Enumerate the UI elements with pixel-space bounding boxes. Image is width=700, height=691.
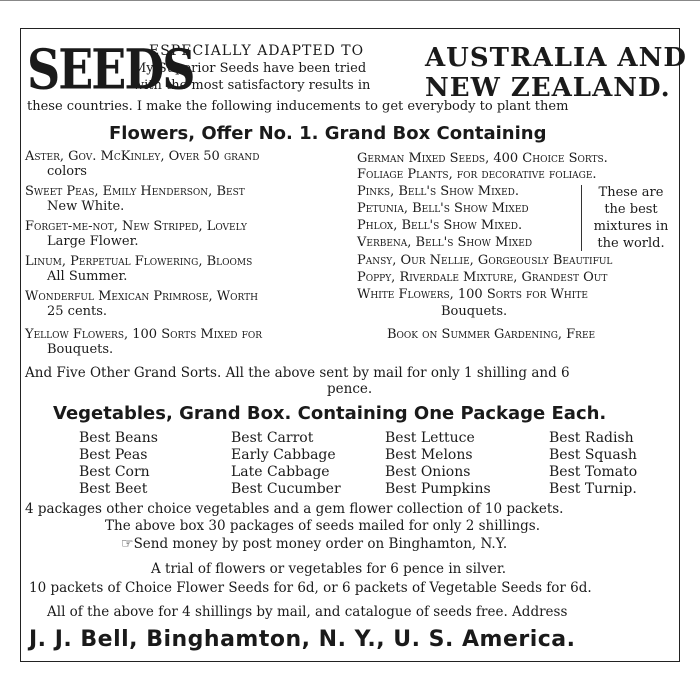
advertisement: [20, 28, 687, 662]
region-australia: AUSTRALIA AND: [425, 43, 687, 73]
flower-item: German Mixed Seeds, 400 Choice Sorts.: [357, 151, 608, 166]
money-order-note: [121, 536, 507, 552]
flower-item-text: Sweet Peas, Emily Henderson, Best: [25, 184, 245, 199]
money-order-text: Send money by post money order on Binghamton, N.Y.: [133, 536, 508, 552]
flower-item: [25, 219, 247, 249]
flowers-footer: And Five Other Grand Sorts. All the above sent by mail for only 1 shilling and 6: [25, 365, 570, 381]
headline-line4: these countries. I make the following inducements to get everybody to plant them: [27, 99, 569, 114]
flower-item-text: Linum, Perpetual Flowering, Blooms: [25, 254, 253, 269]
vegetable-item: Best Turnip.: [549, 481, 637, 497]
bracket-note-line: These are: [598, 185, 664, 200]
seller-address: J. J. Bell, Binghamton, N. Y., U. S. America.: [29, 627, 576, 652]
flowers-heading: Flowers, Offer No. 1. Grand Box Containing: [109, 123, 547, 144]
vegetable-column: [385, 430, 491, 498]
flower-item: Poppy, Riverdale Mixture, Grandest Out: [357, 270, 608, 285]
headline-line2: My Superior Seeds have been tried: [133, 61, 367, 76]
vegetable-item: Best Radish: [549, 430, 634, 446]
vegetables-note: 4 packages other choice vegetables and a gem flower collection of 10 packets.: [25, 501, 564, 517]
flower-item: Pansy, Our Nellie, Gorgeously Beautiful: [357, 253, 613, 268]
pointing-hand-icon: ☞: [121, 536, 134, 552]
flower-item: Verbena, Bell's Show Mixed: [357, 235, 533, 250]
vegetable-item: Best Squash: [549, 447, 637, 463]
vegetable-column: [549, 430, 637, 498]
vegetable-item: Best Melons: [385, 447, 473, 463]
flower-item-text: Forget-me-not, New Striped, Lovely: [25, 219, 247, 234]
bracket-note-line: mixtures in: [593, 219, 669, 234]
flower-item-sub: 25 cents.: [47, 304, 108, 319]
bracket-note: [587, 184, 675, 252]
flower-item-text: Aster, Gov. McKinley, Over 50 grand: [25, 149, 260, 164]
flower-item: White Flowers, 100 Sorts for White: [357, 287, 588, 302]
vegetables-price: The above box 30 packages of seeds mailed for only 2 shillings.: [105, 518, 541, 534]
flower-item: Petunia, Bell's Show Mixed: [357, 201, 529, 216]
vegetable-item: Best Tomato: [549, 464, 638, 480]
vegetable-item: Best Beans: [79, 430, 158, 446]
vegetable-item: Best Onions: [385, 464, 471, 480]
vegetable-item: Best Pumpkins: [385, 481, 491, 497]
flower-item-text: Yellow Flowers, 100 Sorts Mixed for: [25, 327, 263, 342]
vegetable-item: Late Cabbage: [231, 464, 330, 480]
flower-item-sub: Bouquets.: [441, 304, 508, 319]
trial-offer: A trial of flowers or vegetables for 6 pence in silver.: [151, 561, 507, 577]
vegetable-column: [79, 430, 158, 498]
flower-item: [25, 149, 260, 179]
brand-title: SEEDS: [27, 37, 194, 102]
flower-item: Pinks, Bell's Show Mixed.: [357, 184, 519, 199]
flowers-footer-cont: pence.: [327, 381, 373, 397]
region-new-zealand: NEW ZEALAND.: [425, 73, 671, 103]
vegetable-item: Early Cabbage: [231, 447, 336, 463]
vegetable-item: Best Carrot: [231, 430, 314, 446]
trial-packets: 10 packets of Choice Flower Seeds for 6d, or 6 packets of Vegetable Seeds for 6d.: [29, 580, 592, 596]
page-top-rule: [0, 0, 700, 5]
vegetable-item: Best Cucumber: [231, 481, 341, 497]
vegetable-column: [231, 430, 341, 498]
catalogue-note: All of the above for 4 shillings by mail, and catalogue of seeds free. Address: [47, 604, 568, 620]
flower-item: Phlox, Bell's Show Mixed.: [357, 218, 523, 233]
flower-item: [25, 184, 245, 214]
vegetable-item: Best Peas: [79, 447, 148, 463]
flower-item-sub: Large Flower.: [47, 234, 139, 249]
vegetable-item: Best Corn: [79, 464, 150, 480]
bracket-note-line: the world.: [597, 236, 665, 251]
flower-item-sub: All Summer.: [47, 269, 128, 284]
flower-item: Book on Summer Gardening, Free: [387, 327, 596, 342]
flower-item-sub: New White.: [47, 199, 125, 214]
flower-item-sub: colors: [47, 164, 87, 179]
vegetable-item: Best Lettuce: [385, 430, 475, 446]
flower-item: Foliage Plants, for decorative foliage.: [357, 167, 597, 182]
flower-item: [25, 254, 252, 284]
vegetables-heading: Vegetables, Grand Box. Containing One Package Each.: [53, 403, 607, 424]
headline-line3: with the most satisfactory results in: [133, 78, 371, 93]
bracket-divider: [581, 185, 582, 251]
vegetable-item: Best Beet: [79, 481, 148, 497]
bracket-note-line: the best: [604, 202, 658, 217]
flower-item-sub: Bouquets.: [47, 342, 114, 357]
headline-line1: ESPECIALLY ADAPTED TO: [149, 43, 365, 59]
flower-item-text: Wonderful Mexican Primrose, Worth: [25, 289, 259, 304]
flower-item: [25, 289, 258, 319]
flower-item: [25, 327, 262, 357]
